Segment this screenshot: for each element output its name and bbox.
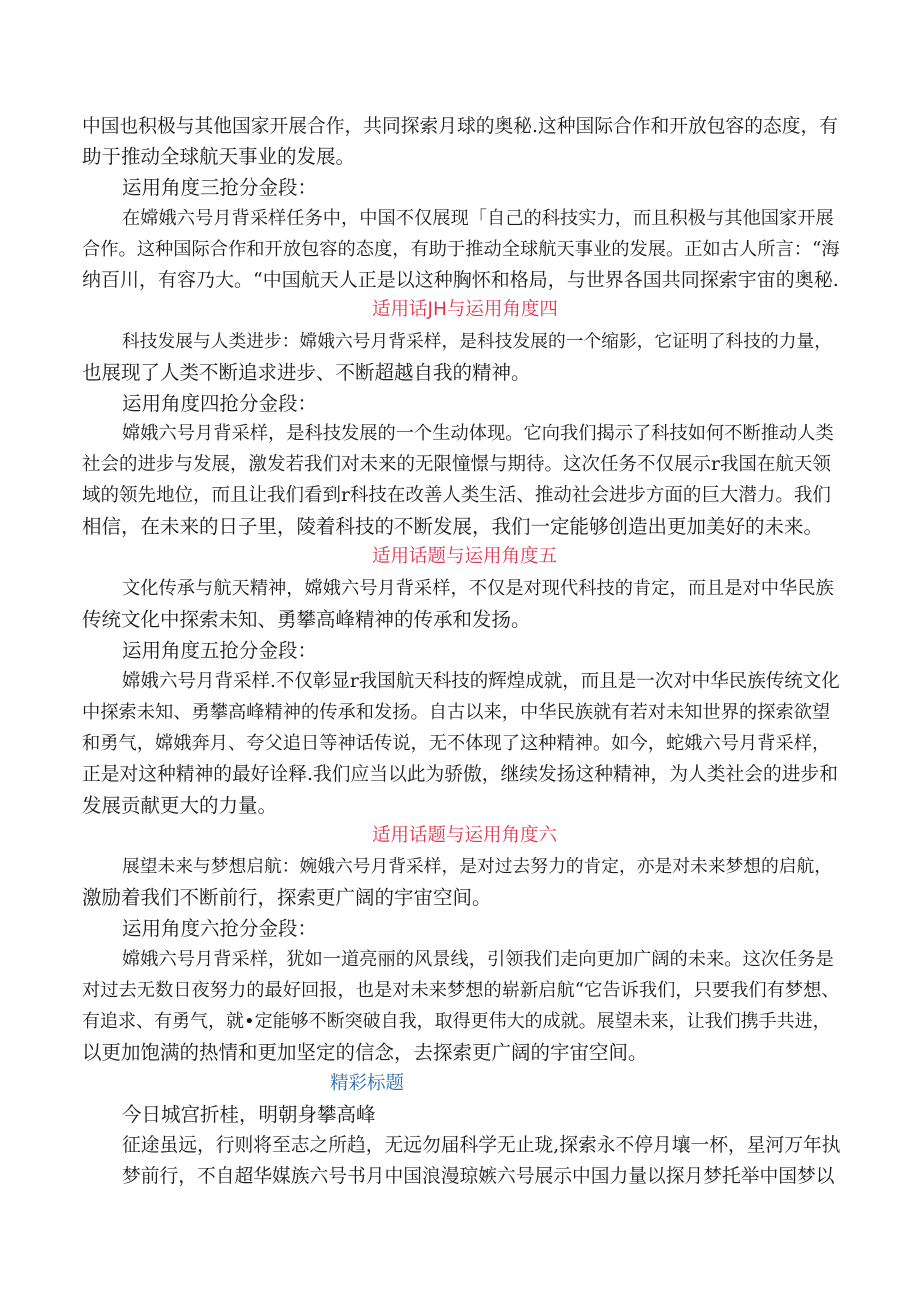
- paragraph-line: 正是对这种精神的最好诠释.我们应当以此为骄傲，继续发扬这种精神，为人类社会的进步和: [82, 764, 838, 785]
- section-heading: 适用话JH与运用角度四: [372, 299, 558, 320]
- paragraph-line: 传统文化中探索未知、勇攀高峰精神的传承和发扬。: [82, 608, 531, 631]
- paragraph-line: 域的领先地位，而且让我们看到r科技在改善人类生活、推动社会进步方面的巨大潜力。我们: [82, 485, 831, 506]
- paragraph-line: 嫦娥六号月背采样，是科技发展的一个生动体现。它向我们揭示了科技如何不断推动人类: [122, 423, 834, 444]
- paragraph-line: 相信，在未来的日子里，陵着科技的不断发展，我们一定能够创造出更加美好的未来。: [82, 515, 824, 538]
- paragraph-line: 嫦娥六号月背采样.不仅彰显r我国航天科技的辉煌成就，而且是一次对中华民族传统文化: [122, 671, 840, 692]
- paragraph-line: 合作。这种国际合作和开放包容的态度，有助于推动全球航天事业的发展。正如古人所言：“海: [82, 239, 840, 260]
- paragraph-line: 助于推动全球航天事业的发展。: [82, 145, 356, 168]
- paragraph-line: 和勇气，嫦娥奔月、夸父追日等神话传说，无不体现了这种精神。如今，蛇娥六号月背采样，: [82, 733, 831, 754]
- paragraph-line: 纳百川，有容乃大。“中国航天人正是以这种胸怀和格局，与世界各国共同探索宇宙的奥秘.: [82, 269, 839, 291]
- section-label: 运用角度三抢分金段：: [122, 176, 318, 199]
- paragraph-line: 征途虽远，行则将至志之所趋，无远勿届科学无止珑,探索永不停月壤一杯，星河万年执: [122, 1135, 841, 1156]
- paragraph-line: 嫦娥六号月背采样，犹如一道亮丽的风景线，引领我们走向更加广阔的未来。这次任务是: [122, 949, 834, 970]
- section-heading: 适用话题与运用角度六: [372, 825, 558, 846]
- paragraph-line: 科技发展与人类进步：嫦娥六号月背采样，是科技发展的一个缩影，它证明了科技的力量，: [122, 332, 833, 352]
- paragraph-line: 激励着我们不断前行，探索更广阔的宇宙空间。: [82, 886, 492, 909]
- paragraph-line: 中国也积极与其他国家开展合作，共同探索月球的奥秘.这种国际合作和开放包容的态度，有: [82, 116, 838, 137]
- section-heading: 精彩标题: [330, 1073, 405, 1094]
- paragraph-line: 发展贡献更大的力量。: [82, 794, 278, 817]
- section-label: 运用角度六抢分金段：: [122, 917, 318, 940]
- paragraph-line: 中探索未知、勇攀高峰精神的传承和发扬。自古以来，中华民族就有若对未知世界的探索欲望: [82, 702, 831, 723]
- paragraph-line: 今日城宫折桂，明朝身攀高峰: [122, 1103, 376, 1126]
- section-label: 运用角度四抢分金段：: [122, 392, 318, 415]
- paragraph-line: 在嫦娥六号月背采样任务中，中国不仅展现「自己的科技实力，而且积极与其他国家开展: [122, 208, 834, 229]
- paragraph-line: 展望未来与梦想启航：婉娥六号月背采样，是对过去努力的肯定，亦是对未来梦想的启航，: [122, 857, 833, 877]
- paragraph-line: 社会的进步与发展，激发若我们对未来的无限憧憬与期待。这次任务不仅展示r我国在航天领: [82, 454, 831, 475]
- section-heading: 适用话题与运用角度五: [372, 546, 558, 567]
- paragraph-line: 有追求、有勇气，就•定能够不断突破自我，取得更伟大的成就。展望未来，让我们携手共进，: [82, 1011, 831, 1032]
- section-label: 运用角度五抢分金段：: [122, 639, 318, 662]
- paragraph-line: 也展现了人类不断追求进步、不断超越自我的精神。: [82, 361, 531, 384]
- paragraph-line: 文化传承与航天精神，嫦娥六号月背采样，不仅是对现代科技的肯定，而且是对中华民族: [122, 578, 834, 599]
- paragraph-line: 以更加饱满的热情和更加坚定的信念，去探索更广阔的宇宙空间。: [82, 1041, 648, 1064]
- paragraph-line: 梦前行，不自超华媒族六号书月中国浪漫琼嫉六号展示中国力量以探月梦托举中国梦以: [122, 1166, 835, 1187]
- paragraph-line: 对过去无数日夜努力的最好回报，也是对未来梦想的崭新启航“它告诉我们，只要我们有梦想、: [82, 980, 840, 1001]
